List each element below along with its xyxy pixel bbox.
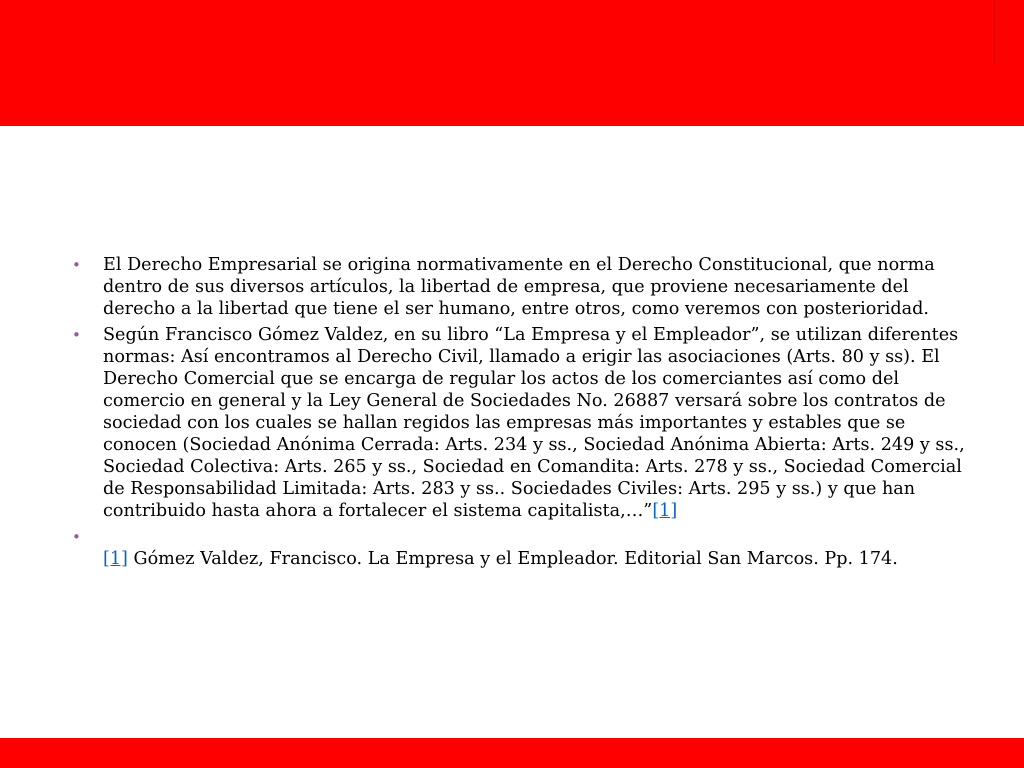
bullet-item-1 xyxy=(72,254,972,320)
bullet-text-2: Según Francisco Gómez Valdez, en su libro “La Empresa y el Empleador”, se utilizan diferentes normas: Así encontramos al Derecho Civil, llamado a erigir las asociaciones (Arts. 80 y ss). El Derecho Comercial que se encarga de regular los actos de los comerciantes así como del comercio en general y la Ley General de Sociedades No. 26887 versará sobre los contratos de sociedad con los cuales se hallan regidos las empresas más importantes y estables que se conocen (Sociedad Anónima Cerrada: Arts. 234 y ss., Sociedad Anónima Abierta: Arts. 249 y ss., Sociedad Colectiva: Arts. 265 y ss., Sociedad en Comandita: Arts. 278 y ss., Sociedad Comercial de Responsabilidad Limitada: Arts. 283 y ss.. Sociedades Civiles: Arts. 295 y ss.) y que han contribuido hasta ahora a fortalecer el sistema capitalista,…” xyxy=(103,325,965,521)
footnote xyxy=(103,526,972,548)
bullet-item-2 xyxy=(72,324,972,522)
footnote-line xyxy=(103,548,972,570)
bullet-icon: • xyxy=(72,326,81,344)
top-red-band xyxy=(0,0,1024,126)
slide-body xyxy=(72,254,972,570)
footnote-backref-link[interactable]: [1] xyxy=(103,549,128,569)
bullet-icon: • xyxy=(72,256,81,274)
footnote-ref-link[interactable]: [1] xyxy=(652,501,678,521)
bullet-text-1: El Derecho Empresarial se origina normativamente en el Derecho Constitucional, que norma dentro de sus diversos artículos, la libertad de empresa, que proviene necesariamente del derecho a la libertad que tiene el ser humano, entre otros, como veremos con posterioridad. xyxy=(103,255,935,319)
band-divider-line xyxy=(994,0,995,64)
bottom-red-band xyxy=(0,738,1024,768)
footnote-item xyxy=(72,526,972,570)
bullet-icon: • xyxy=(72,528,81,546)
footnote-text: Gómez Valdez, Francisco. La Empresa y el Empleador. Editorial San Marcos. Pp. 174. xyxy=(127,549,898,569)
